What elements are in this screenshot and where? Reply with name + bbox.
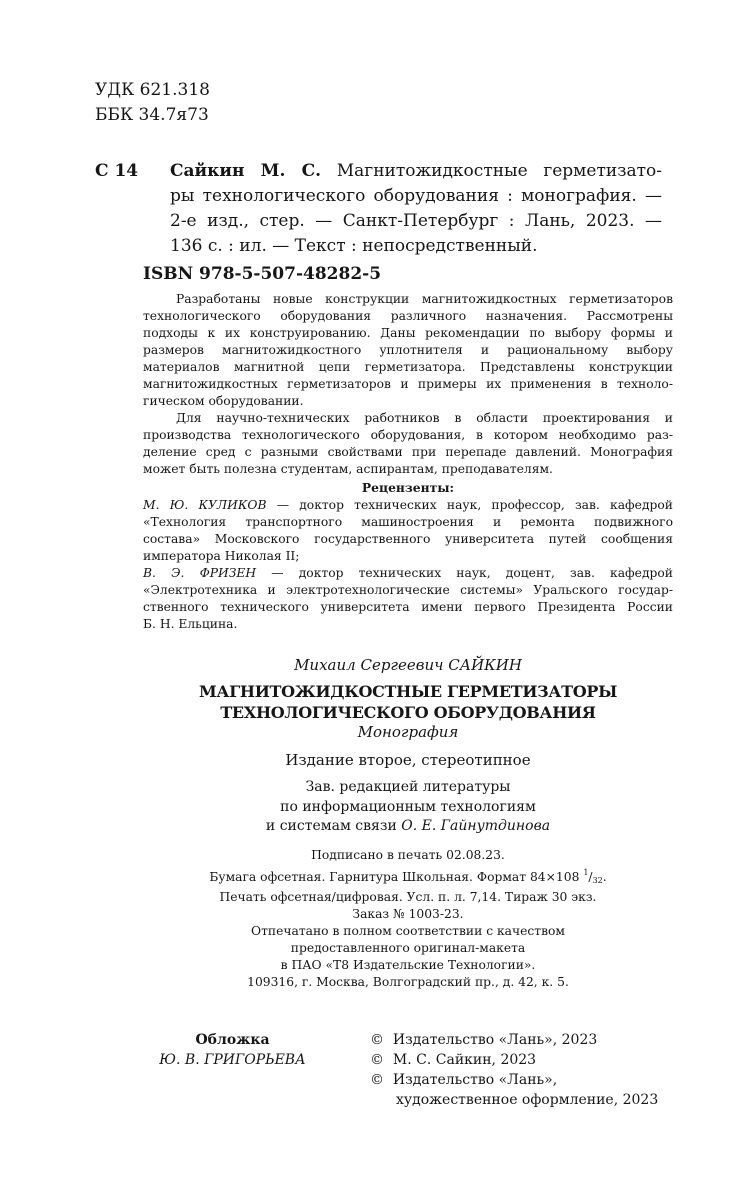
cover-label: Обложка	[195, 1032, 270, 1048]
printed-line: 109316, г. Москва, Волгоградский пр., д. 42, к. 5.	[247, 975, 569, 989]
reviewer-2-name: В. Э. ФРИЗЕН	[143, 566, 257, 580]
bib-line-2: ры технологического оборудования : монография. —	[170, 186, 662, 206]
reviewer-1-line: состава» Московского государственного университета путей сообщения	[143, 532, 673, 546]
copyright-text: Издательство «Лань»,	[392, 1072, 558, 1088]
imprint-author: Михаил Сергеевич САЙКИН	[294, 656, 522, 674]
bib-line-1	[170, 159, 662, 184]
print-paper-frac-den: 32	[592, 876, 603, 885]
reviewer-1-line: императора Николая II;	[143, 549, 300, 563]
abstract-p1-line: материалов магнитной цепи герметизатора. Представлены конструкции	[143, 360, 673, 374]
imprint-title-line-1: МАГНИТОЖИДКОСТНЫЕ ГЕРМЕТИЗАТОРЫ	[198, 682, 618, 701]
abstract-p1-line: Разработаны новые конструкции магнитожидкостных герметизаторов	[176, 292, 673, 306]
print-paper-suffix: .	[602, 870, 607, 884]
print-paper-frac-num: 1	[583, 868, 589, 877]
reviewer-2-line: «Электротехника и электротехнологические системы» Уральского государ-	[143, 583, 673, 597]
imprint-editor	[143, 778, 673, 837]
isbn: ISBN 978-5-507-48282-5	[143, 264, 382, 284]
copyright-line	[370, 1030, 658, 1050]
bib-line-3: 2-е изд., стер. — Санкт-Петербург : Лань, 2023. —	[170, 211, 662, 231]
abstract-p1-line: технологического оборудования различного назначения. Рассмотрены	[143, 309, 673, 323]
abstract-p2-line: может быть полезна студентам, аспирантам, преподавателям.	[143, 462, 553, 476]
print-order: Заказ № 1003-23.	[352, 907, 464, 921]
imprint-genre: Монография	[357, 723, 459, 741]
copyright-line	[370, 1070, 658, 1090]
reviewer-1-title: — доктор технических наук, профессор, зав. кафедрой	[266, 498, 673, 512]
print-info	[143, 847, 673, 991]
bib-line-1-rest: Магнитожидкостные герметизато-	[336, 161, 662, 181]
bib-line-4: 136 с. : ил. — Текст : непосредственный.	[170, 236, 538, 256]
abstract-p1-line: размеров магнитожидкостного уплотнителя и рациональному выбору	[143, 343, 673, 357]
abstract-p1-line: магнитожидкостных герметизаторов и примеры их применения в техноло-	[143, 377, 673, 391]
cover-designer: Ю. В. ГРИГОРЬЕВА	[159, 1052, 306, 1068]
editor-line-3	[143, 817, 673, 837]
cover-credit	[135, 1030, 330, 1070]
copyright-text: М. С. Сайкин, 2023	[392, 1052, 537, 1068]
editor-line-2: по информационным технологиям	[280, 798, 536, 815]
reviewers-heading: Рецензенты:	[361, 480, 455, 495]
copyright-symbol: ©	[370, 1052, 384, 1068]
imprint-edition: Издание второе, стереотипное	[285, 751, 531, 769]
reviewer-2-line	[143, 565, 673, 582]
imprint-title-line-2: ТЕХНОЛОГИЧЕСКОГО ОБОРУДОВАНИЯ	[220, 703, 596, 722]
abstract-p1-line: подходы к их конструированию. Даны рекомендации по выбору формы и	[143, 326, 673, 340]
reviewer-2-title: — доктор технических наук, доцент, зав. кафедрой	[256, 566, 674, 580]
copyright-continuation: художественное оформление, 2023	[396, 1092, 659, 1108]
reviewer-1-name: М. Ю. КУЛИКОВ	[143, 498, 267, 512]
copyright-symbol: ©	[370, 1032, 384, 1048]
editor-name: О. Е. Гайнутдинова	[401, 818, 551, 834]
imprint-title	[143, 681, 673, 723]
copyright-block	[370, 1030, 658, 1110]
udk-code: УДК 621.318	[95, 80, 210, 100]
bbk-code: ББК 34.7я73	[95, 105, 209, 125]
bib-author: Сайкин М. С.	[170, 161, 322, 181]
abstract-p1-line: гическом оборудовании.	[143, 394, 304, 408]
print-signed: Подписано в печать 02.08.23.	[311, 848, 505, 862]
copyright-line	[370, 1050, 658, 1070]
editor-line-3-prefix: и системам связи	[265, 818, 402, 834]
abstract-p2-line: Для научно-технических работников в области проектирования и	[176, 411, 673, 425]
abstract-p2-line: деление сред с разными свойствами при перепаде давлений. Монография	[143, 445, 673, 459]
reviewer-2-line: ственного технического университета имени первого Президента России	[143, 600, 673, 614]
print-paper-prefix: Бумага офсетная. Гарнитура Школьная. Формат 84×108	[209, 870, 584, 884]
copyright-text: Издательство «Лань», 2023	[392, 1032, 598, 1048]
print-paper: Бумага офсетная. Гарнитура Школьная. Формат 84×108 $^1/_{32}$.	[209, 868, 607, 885]
editor-line-1: Зав. редакцией литературы	[305, 779, 511, 795]
copyright-symbol: ©	[370, 1072, 384, 1088]
author-mark: С 14	[95, 161, 139, 181]
reviewer-1-line: «Технология транспортного машиностроения и ремонта подвижного	[143, 515, 673, 529]
print-line: Печать офсетная/цифровая. Усл. п. л. 7,14. Тираж 30 экз.	[219, 890, 597, 904]
printed-line: Отпечатано в полном соответствии с качеством	[251, 924, 565, 938]
printed-line: в ПАО «Т8 Издательские Технологии».	[280, 958, 536, 972]
reviewer-1-line	[143, 497, 673, 514]
abstract	[143, 291, 673, 478]
reviewers	[143, 497, 673, 633]
reviewer-2-line: Б. Н. Ельцина.	[143, 617, 238, 631]
abstract-p2-line: производства технологического оборудования, в котором необходимо раз-	[143, 428, 673, 442]
bibliographic-entry	[170, 159, 662, 259]
printed-line: предоставленного оригинал-макета	[290, 941, 526, 955]
